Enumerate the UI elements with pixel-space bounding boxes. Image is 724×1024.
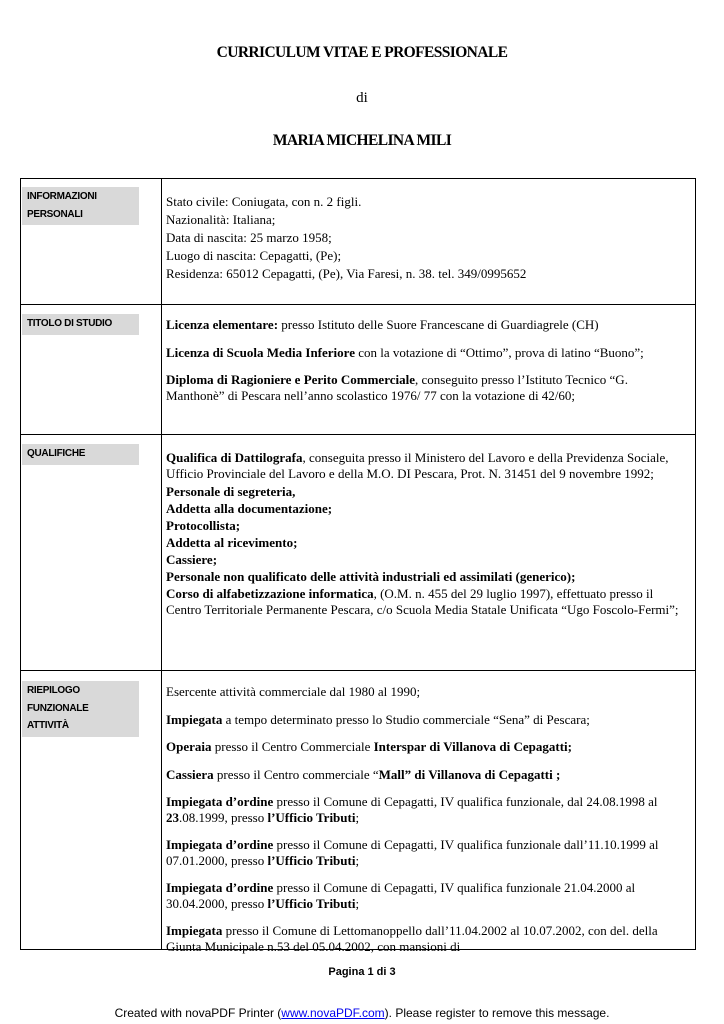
section-content-qualifications bbox=[166, 450, 688, 619]
study-item: Licenza elementare: presso Istituto delle Suore Francescane di Guardiagrele (CH) bbox=[166, 317, 599, 332]
qualification-item: Personale non qualificato delle attività industriali ed assimilati (generico); bbox=[166, 569, 576, 584]
title-di: di bbox=[356, 90, 368, 106]
personal-line: Residenza: 65012 Cepagatti, (Pe), Via Faresi, n. 38. tel. 349/0995652 bbox=[166, 265, 527, 281]
section-label-activities bbox=[22, 681, 139, 737]
novapdf-text: ). Please register to remove this message. bbox=[384, 1006, 610, 1020]
section-label-study: TITOLO DI STUDIO bbox=[22, 314, 139, 335]
novapdf-notice bbox=[0, 1006, 724, 1020]
label-line: ATTIVITÀ bbox=[27, 720, 69, 731]
section-label-qualifications: QUALIFICHE bbox=[22, 444, 139, 465]
novapdf-link[interactable]: www.novaPDF.com bbox=[281, 1006, 385, 1020]
activity-item: Impiegata d’ordine presso il Comune di Cepagatti, IV qualifica funzionale, dal 24.08.1998 al 23.08.1999, presso l’Ufficio Tributi; bbox=[166, 794, 658, 825]
label-line: INFORMAZIONI bbox=[27, 191, 97, 202]
activity-item: Impiegata d’ordine presso il Comune di Cepagatti, IV qualifica funzionale dall’11.10.1999 al 07.01.2000, presso l’Ufficio Tributi; bbox=[166, 837, 659, 868]
row-divider bbox=[21, 304, 695, 305]
activity-item: Impiegata a tempo determinato presso lo Studio commerciale “Sena” di Pescara; bbox=[166, 711, 590, 727]
qualification-item: Personale di segreteria, bbox=[166, 484, 296, 499]
personal-line: Nazionalità: Italiana; bbox=[166, 211, 276, 227]
personal-line: Data di nascita: 25 marzo 1958; bbox=[166, 229, 332, 245]
qualification-item: Addetta alla documentazione; bbox=[166, 501, 333, 516]
section-label-personal bbox=[22, 187, 139, 225]
activity-item: Esercente attività commerciale dal 1980 al 1990; bbox=[166, 684, 421, 699]
qualification-item: Qualifica di Dattilografa, conseguita presso il Ministero del Lavoro e della Previdenza Sociale, Ufficio Provinciale del Lavoro e della M.O. DI Pescara, Prot. N. 31451 del 9 novembre 1992; bbox=[166, 450, 669, 481]
row-divider bbox=[21, 670, 695, 671]
novapdf-text: Created with novaPDF Printer ( bbox=[114, 1006, 282, 1020]
qualification-item: Addetta al ricevimento; bbox=[166, 535, 298, 550]
row-divider bbox=[21, 434, 695, 435]
page-number: Pagina 1 di 3 bbox=[328, 966, 396, 978]
column-divider bbox=[161, 179, 162, 949]
activity-item: Cassiera presso il Centro commerciale “Mall” di Villanova di Cepagatti ; bbox=[166, 766, 561, 782]
document-title: CURRICULUM VITAE E PROFESSIONALE bbox=[216, 44, 508, 61]
label-line: PERSONALI bbox=[27, 208, 83, 220]
section-content-study bbox=[166, 317, 688, 415]
section-content-activities bbox=[166, 684, 688, 966]
activity-item: Operaia presso il Centro Commerciale Interspar di Villanova di Cepagatti; bbox=[166, 739, 572, 754]
label-line: RIEPILOGO bbox=[27, 685, 80, 696]
qualification-item: Corso di alfabetizzazione informatica, (O.M. n. 455 del 29 luglio 1997), effettuato presso il Centro Territoriale Permanente Pescara, c/o Scuola Media Statale Unificata “Ugo Foscolo-Fermi”; bbox=[166, 586, 679, 617]
personal-line: Luogo di nascita: Cepagatti, (Pe); bbox=[166, 247, 342, 263]
qualification-item: Cassiere; bbox=[166, 552, 218, 567]
study-item: Licenza di Scuola Media Inferiore con la votazione di “Ottimo”, prova di latino “Buono”; bbox=[166, 344, 644, 360]
qualification-item: Protocollista; bbox=[166, 518, 241, 533]
label-line: FUNZIONALE bbox=[27, 702, 89, 714]
section-content-personal bbox=[166, 194, 688, 283]
study-item: Diploma di Ragioniere e Perito Commerciale, conseguito presso l’Istituto Tecnico “G. Manthonè” di Pescara nell’anno scolastico 1976/ 77 con la votazione di 42/60; bbox=[166, 372, 628, 403]
activity-item: Impiegata presso il Comune di Lettomanoppello dall’11.04.2002 al 10.07.2002, con del. della Giunta Municipale n.53 del 05.04.2002, con mansioni di bbox=[166, 923, 658, 954]
personal-line: Stato civile: Coniugata, con n. 2 figli. bbox=[166, 194, 362, 209]
person-name: MARIA MICHELINA MILI bbox=[272, 132, 452, 149]
activity-item: Impiegata d’ordine presso il Comune di Cepagatti, IV qualifica funzionale 21.04.2000 al 30.04.2000, presso l’Ufficio Tributi; bbox=[166, 880, 636, 911]
